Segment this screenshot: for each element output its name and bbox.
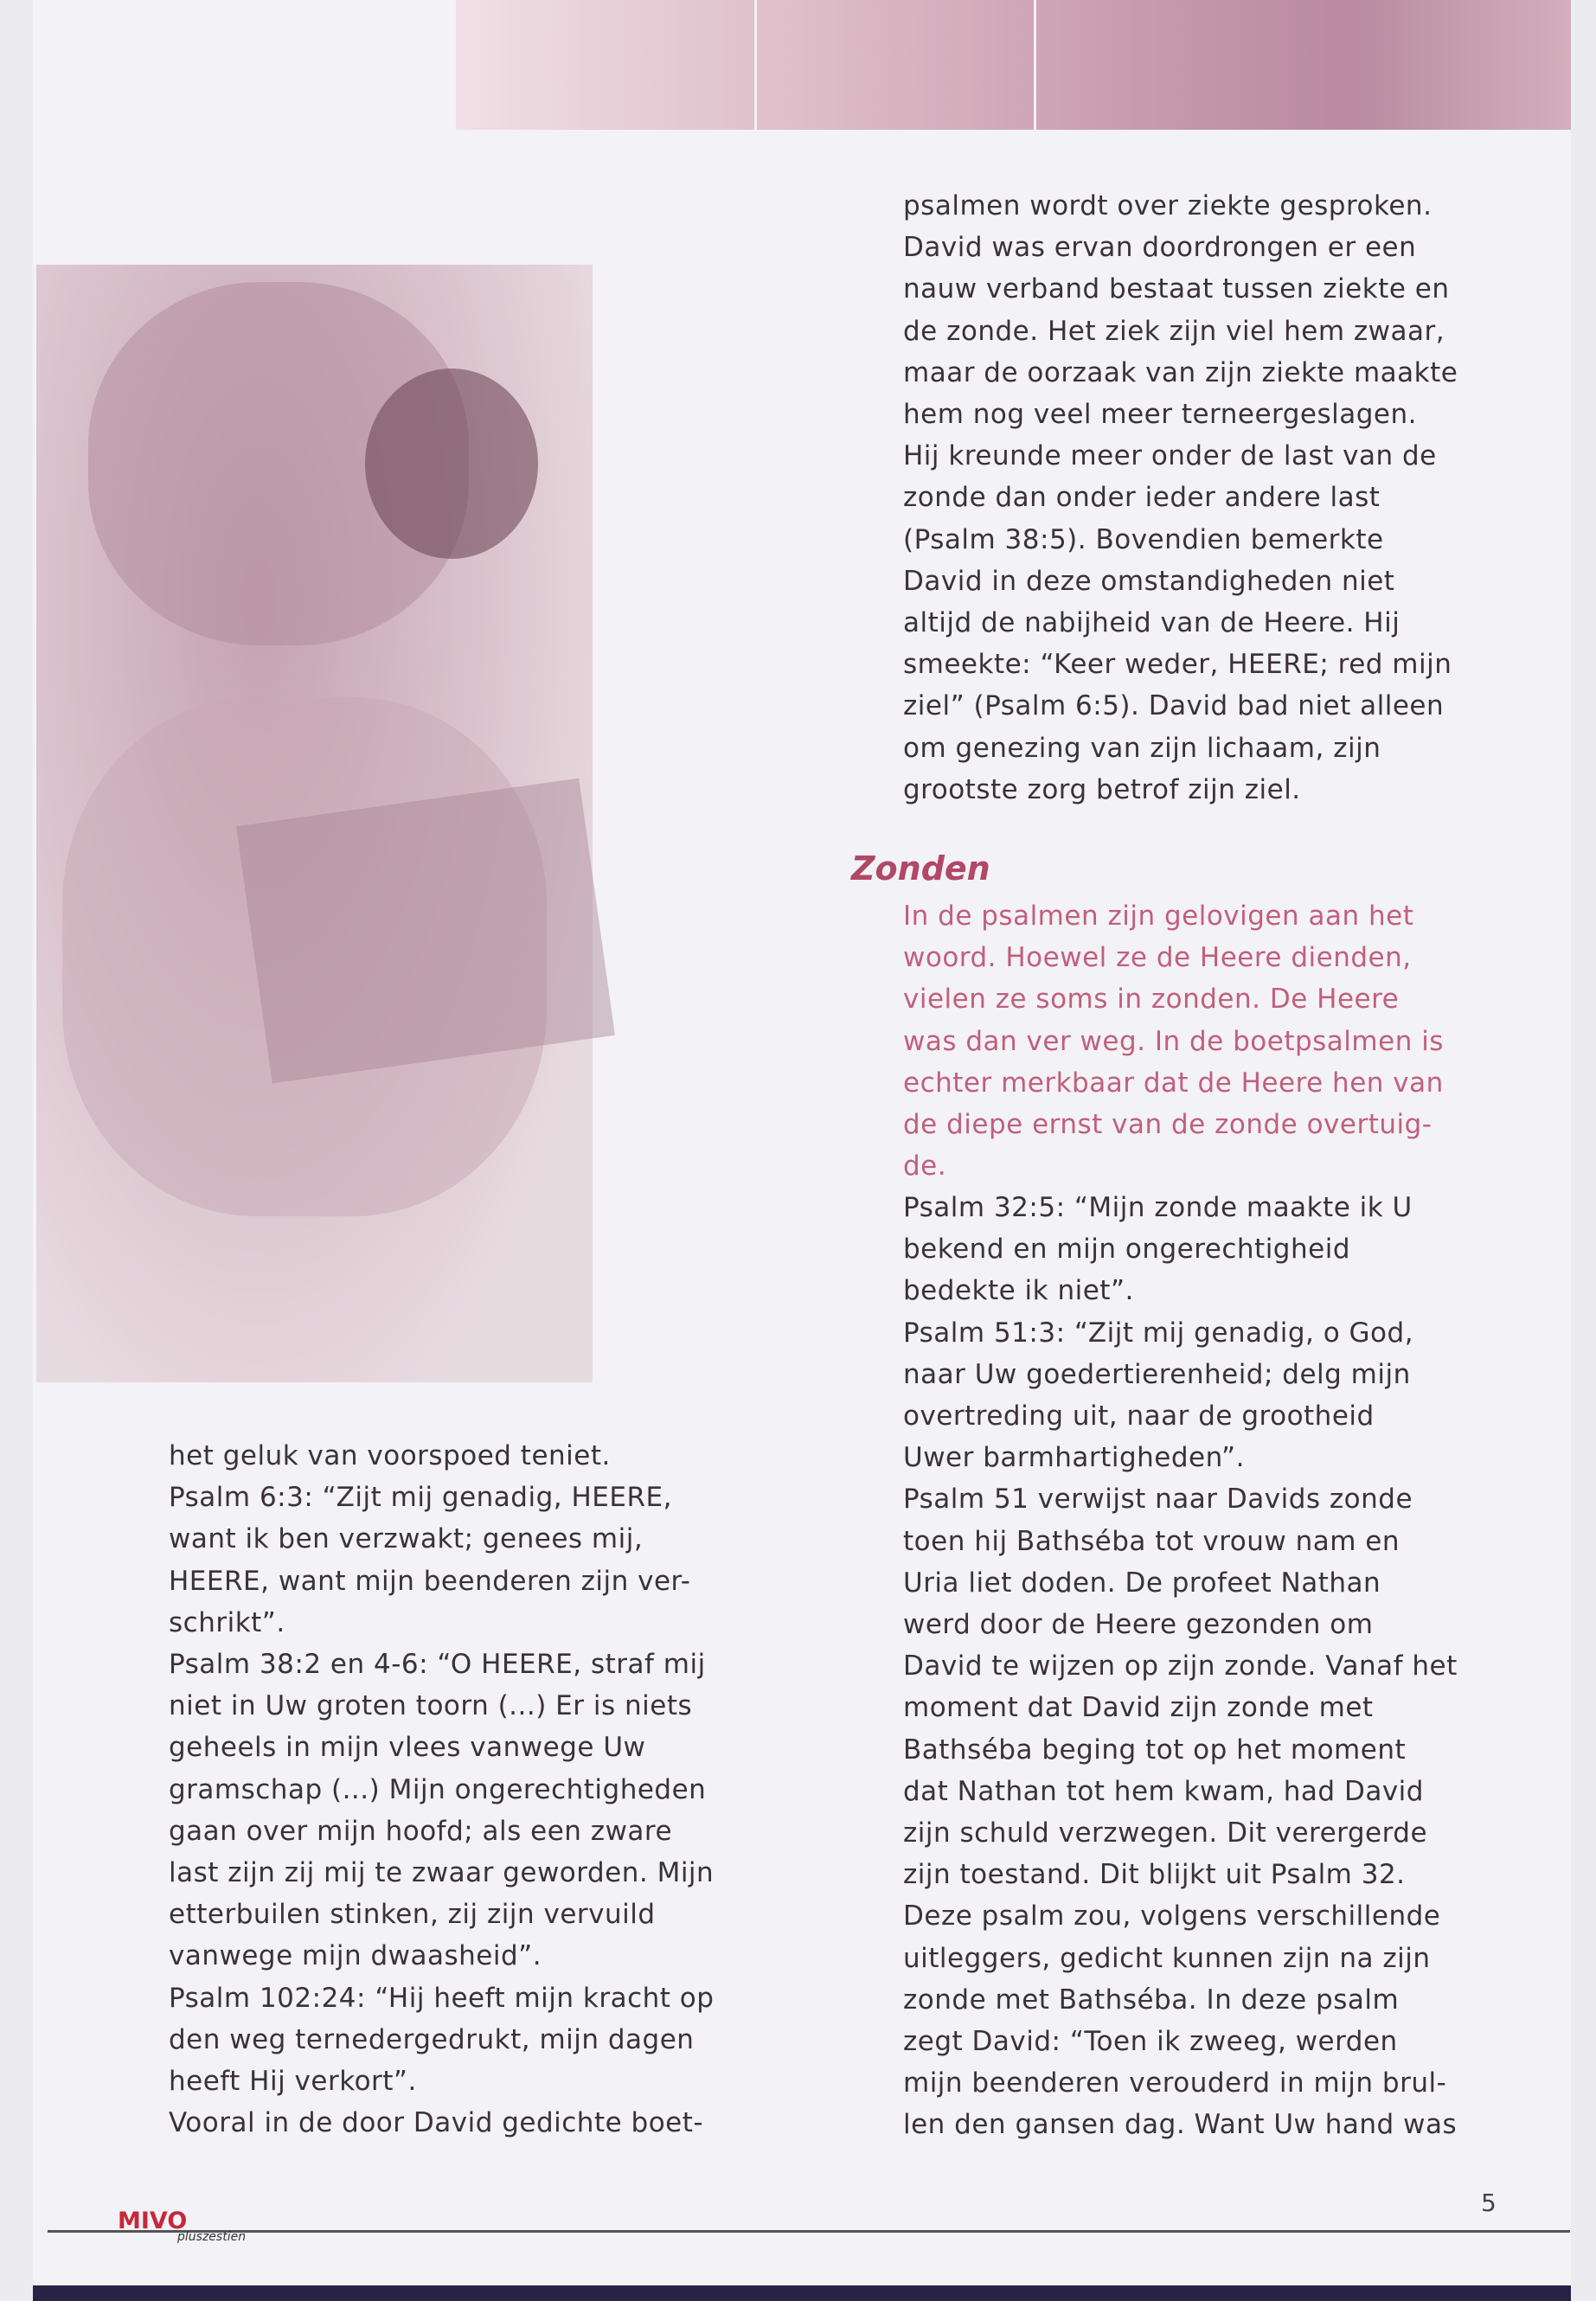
text-line: Deze psalm zou, volgens verschillende	[903, 1900, 1441, 1932]
bottom-edge	[33, 2285, 1571, 2301]
text-line: vielen ze soms in zonden. De Heere	[903, 984, 1400, 1016]
text-line: In de psalmen zijn gelovigen aan het	[903, 901, 1414, 932]
text-line: smeekte: “Keer weder, HEERE; red mijn	[903, 649, 1452, 681]
text-line: altijd de nabijheid van de Heere. Hij	[903, 607, 1401, 639]
text-line: want ik ben verzwakt; genees mij,	[169, 1523, 644, 1555]
magazine-logo: MIVO	[118, 2208, 188, 2234]
text-line: Uwer barmhartigheden”.	[903, 1442, 1245, 1474]
text-line: werd door de Heere gezonden om	[903, 1609, 1374, 1641]
illustration-shape	[365, 369, 538, 559]
text-line: Vooral in de door David gedichte boet-	[169, 2107, 704, 2139]
magazine-logo-sub: pluszestien	[177, 2230, 247, 2244]
text-line: vanwege mijn dwaasheid”.	[169, 1940, 542, 1972]
text-line: om genezing van zijn lichaam, zijn	[903, 732, 1381, 764]
text-line: len den gansen dag. Want Uw hand was	[903, 2109, 1458, 2141]
text-line: moment dat David zijn zonde met	[903, 1692, 1374, 1724]
text-line: bedekte ik niet”.	[903, 1275, 1134, 1307]
right-column-bottom	[903, 1187, 1458, 2146]
text-line: HEERE, want mijn beenderen zijn ver-	[169, 1565, 691, 1597]
illustration	[36, 265, 593, 1382]
text-line: geheels in mijn vlees vanwege Uw	[169, 1732, 646, 1764]
text-line: David in deze omstandigheden niet	[903, 565, 1395, 597]
text-line: mijn beenderen verouderd in mijn brul-	[903, 2067, 1447, 2099]
text-line: Psalm 51:3: “Zijt mij genadig, o God,	[903, 1317, 1414, 1349]
text-line: bekend en mijn ongerechtigheid	[903, 1234, 1350, 1266]
text-line: woord. Hoewel ze de Heere dienden,	[903, 942, 1412, 974]
text-line: David was ervan doordrongen er een	[903, 232, 1417, 264]
text-line: Psalm 32:5: “Mijn zonde maakte ik U	[903, 1192, 1413, 1223]
text-line: echter merkbaar dat de Heere hen van	[903, 1067, 1444, 1099]
text-line: was dan ver weg. In de boetpsalmen is	[903, 1025, 1444, 1057]
illustration-shape	[236, 779, 615, 1084]
text-line: zonde dan onder ieder andere last	[903, 482, 1381, 514]
text-line: niet in Uw groten toorn (...) Er is niets	[169, 1690, 693, 1722]
text-line: psalmen wordt over ziekte gesproken.	[903, 190, 1433, 221]
text-line: nauw verband bestaat tussen ziekte en	[903, 273, 1450, 305]
left-column	[169, 1435, 714, 2144]
text-line: den weg ternedergedrukt, mijn dagen	[169, 2023, 695, 2055]
text-line: zijn toestand. Dit blijkt uit Psalm 32.	[903, 1859, 1406, 1891]
text-line: Uria liet doden. De profeet Nathan	[903, 1567, 1381, 1599]
footer-rule	[48, 2230, 1570, 2233]
text-line: dat Nathan tot hem kwam, had David	[903, 1775, 1424, 1807]
section-heading: Zonden	[851, 849, 990, 888]
photo-divider	[1034, 0, 1036, 130]
text-line: gramschap (...) Mijn ongerechtigheden	[169, 1773, 707, 1805]
text-line: overtreding uit, naar de grootheid	[903, 1400, 1375, 1433]
text-line: Psalm 6:3: “Zijt mij genadig, HEERE,	[169, 1482, 672, 1514]
text-line: de zonde. Het ziek zijn viel hem zwaar,	[903, 315, 1445, 347]
text-line: zijn schuld verzwegen. Dit verergerde	[903, 1817, 1428, 1849]
text-line: zegt David: “Toen ik zweeg, werden	[903, 2026, 1398, 2058]
text-line: uitleggers, gedicht kunnen zijn na zijn	[903, 1942, 1431, 1974]
text-line: toen hij Bathséba tot vrouw nam en	[903, 1525, 1401, 1557]
text-line: maar de oorzaak van zijn ziekte maakte	[903, 356, 1458, 388]
text-line: Psalm 102:24: “Hij heeft mijn kracht op	[169, 1982, 715, 2014]
right-column-top	[903, 185, 1458, 811]
text-line: Psalm 38:2 en 4-6: “O HEERE, straf mij	[169, 1649, 706, 1681]
text-line: ziel” (Psalm 6:5). David bad niet alleen	[903, 690, 1445, 722]
text-line: heeft Hij verkort”.	[169, 2066, 417, 2098]
text-line: het geluk van voorspoed teniet.	[169, 1440, 611, 1471]
text-line: Bathséba beging tot op het moment	[903, 1734, 1407, 1766]
text-line: de.	[903, 1150, 947, 1183]
text-line: gaan over mijn hoofd; als een zware	[169, 1815, 673, 1847]
text-line: Hij kreunde meer onder de last van de	[903, 440, 1437, 472]
photo-strip	[456, 0, 1571, 130]
text-line: last zijn zij mij te zwaar geworden. Mijn	[169, 1857, 715, 1889]
text-line: Psalm 51 verwijst naar Davids zonde	[903, 1484, 1413, 1516]
text-line: (Psalm 38:5). Bovendien bemerkte	[903, 523, 1384, 555]
text-line: naar Uw goedertierenheid; delg mijn	[903, 1358, 1411, 1390]
text-line: schrikt”.	[169, 1606, 285, 1638]
text-line: zonde met Bathséba. In deze psalm	[903, 1984, 1400, 2016]
text-line: hem nog veel meer terneergeslagen.	[903, 399, 1417, 431]
text-line: grootste zorg betrof zijn ziel.	[903, 773, 1301, 805]
text-line: etterbuilen stinken, zij zijn vervuild	[169, 1899, 656, 1931]
page-number: 5	[1481, 2189, 1497, 2217]
text-line: de diepe ernst van de zonde overtuig-	[903, 1109, 1433, 1141]
section-intro	[903, 895, 1444, 1187]
photo-divider	[754, 0, 757, 130]
text-line: David te wijzen op zijn zonde. Vanaf het	[903, 1650, 1458, 1682]
